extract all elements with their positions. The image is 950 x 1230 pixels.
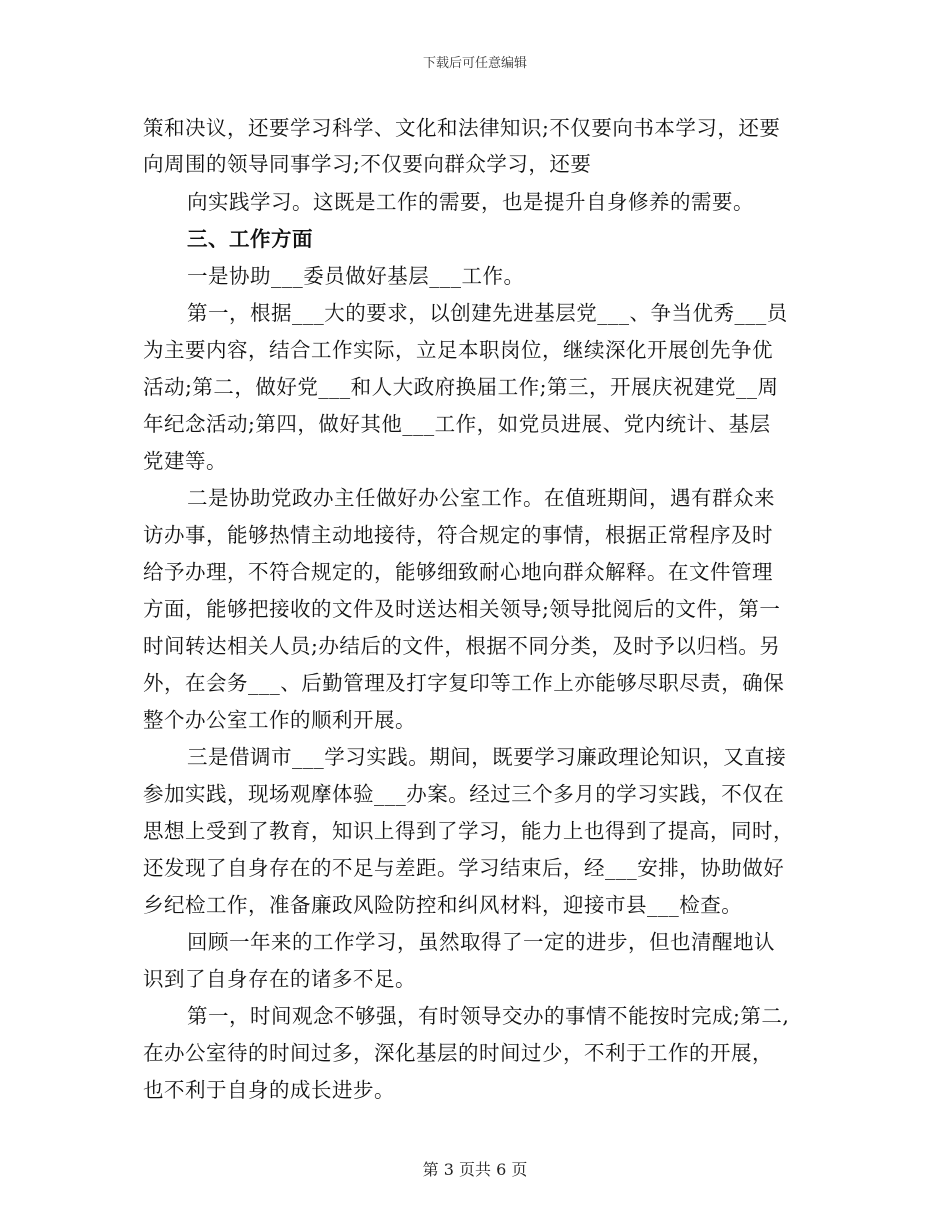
paragraph-line: 乡纪检工作，准备廉政风险防控和纠风材料，迎接市县___检查。	[143, 893, 743, 917]
paragraph-line: 为主要内容，结合工作实际，立足本职岗位，继续深化开展创先争优	[143, 338, 773, 362]
paragraph-line: 也不利于自身的成长进步。	[143, 1078, 395, 1102]
section-heading: 三、工作方面	[187, 227, 313, 251]
paragraph-line: 给予办理，不符合规定的，能够细致耐心地向群众解释。在文件管理	[143, 560, 773, 584]
paragraph-line: 策和决议，还要学习科学、文化和法律知识;不仅要向书本学习，还要	[143, 116, 781, 140]
paragraph-line: 外，在会务___、后勤管理及打字复印等工作上亦能够尽职尽责，确保	[143, 671, 785, 695]
page-header: 下载后可任意编辑	[422, 56, 527, 71]
paragraph-line: 向实践学习。这既是工作的需要，也是提升自身修养的需要。	[187, 190, 754, 214]
paragraph-line: 党建等。	[143, 449, 227, 473]
paragraph-line: 三是借调市___学习实践。期间，既要学习廉政理论知识，又直接	[187, 745, 787, 769]
paragraph-line: 参加实践，现场观摩体验___办案。经过三个多月的学习实践，不仅在	[143, 782, 785, 806]
paragraph-line: 在办公室待的时间过多，深化基层的时间过少，不利于工作的开展，	[143, 1041, 773, 1065]
paragraph-line: 回顾一年来的工作学习，虽然取得了一定的进步，但也清醒地认	[187, 930, 775, 954]
page-footer: 第 3 页共 6 页	[422, 1160, 528, 1179]
paragraph-line: 活动;第二，做好党___和人大政府换届工作;第三，开展庆祝建党__周	[143, 375, 779, 399]
paragraph-line: 第一，时间观念不够强，有时领导交办的事情不能按时完成;第二,	[187, 1004, 790, 1028]
paragraph-line: 思想上受到了教育，知识上得到了学习，能力上也得到了提高，同时，	[143, 819, 794, 843]
paragraph-line: 二是协助党政办主任做好办公室工作。在值班期间，遇有群众来	[187, 486, 775, 510]
paragraph-line: 第一，根据___大的要求，以创建先进基层党___、争当优秀___员	[187, 301, 788, 325]
paragraph-line: 访办事，能够热情主动地接待，符合规定的事情，根据正常程序及时	[143, 523, 773, 547]
paragraph-line: 一是协助___委员做好基层___工作。	[187, 264, 525, 288]
paragraph-line: 年纪念活动;第四，做好其他___工作，如党员进展、党内统计、基层	[143, 412, 771, 436]
paragraph-line: 方面，能够把接收的文件及时送达相关领导;领导批阅后的文件，第一	[143, 597, 781, 621]
paragraph-line: 整个办公室工作的顺利开展。	[143, 708, 416, 732]
paragraph-line: 向周围的领导同事学习;不仅要向群众学习，还要	[143, 152, 592, 176]
paragraph-line: 时间转达相关人员;办结后的文件，根据不同分类，及时予以归档。另	[143, 634, 781, 658]
paragraph-line: 识到了自身存在的诸多不足。	[143, 967, 416, 991]
paragraph-line: 还发现了自身存在的不足与差距。学习结束后，经___安排，协助做好	[143, 856, 785, 880]
